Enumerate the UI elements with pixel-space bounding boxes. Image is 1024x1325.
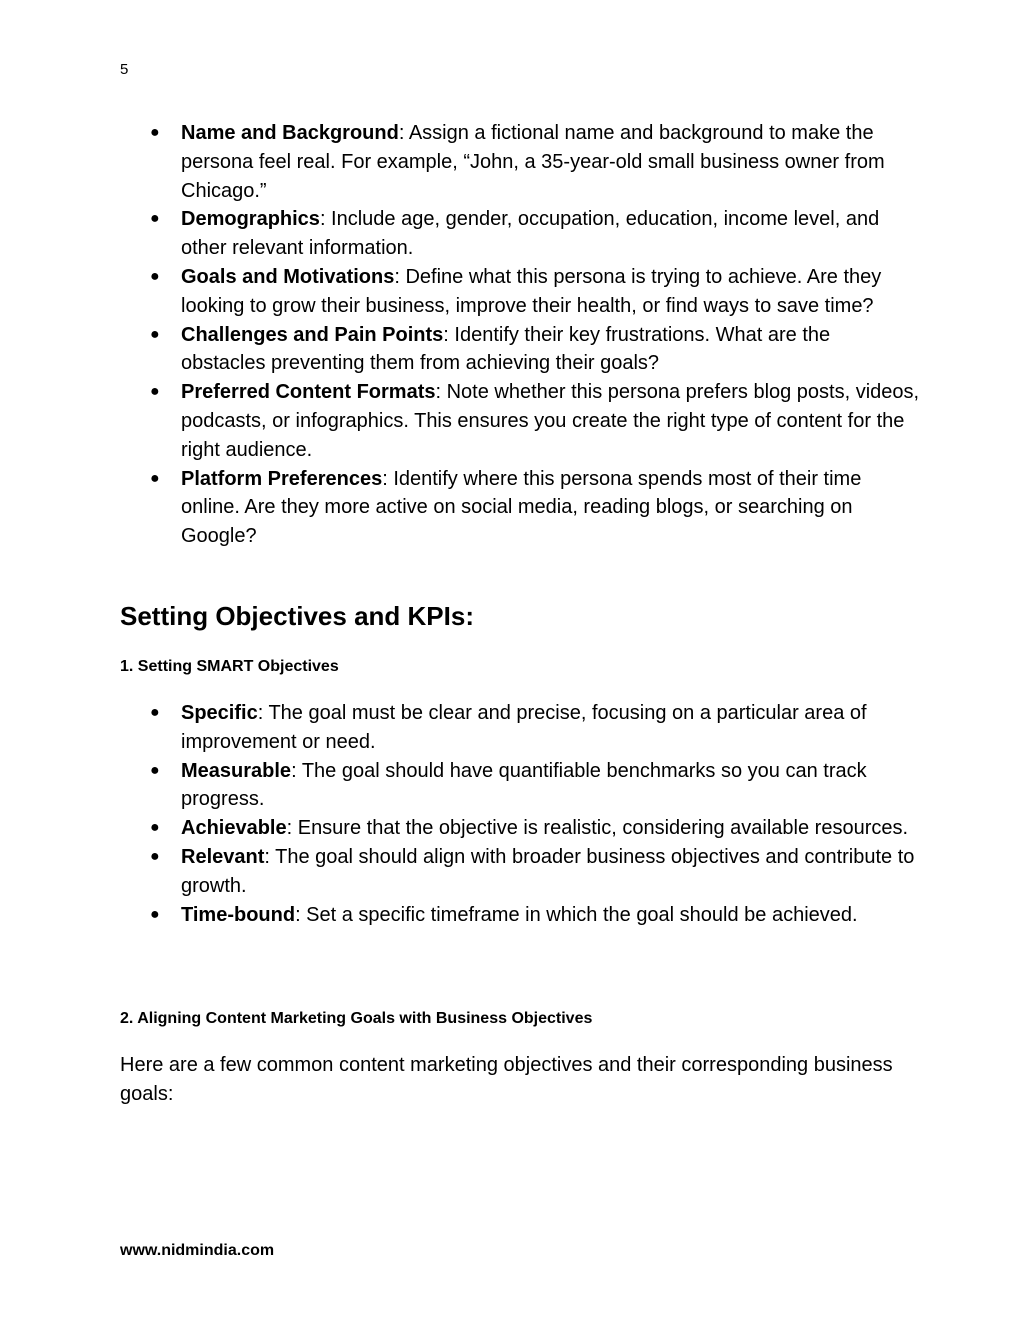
page-number: 5 xyxy=(120,61,129,78)
list-item-text: : Identify where this persona spends most of their time online. Are they more active on social media, reading blogs, or searching on Google? xyxy=(181,467,862,548)
list-item-term: Relevant xyxy=(181,845,265,868)
list-item xyxy=(120,263,920,321)
list-item xyxy=(120,757,920,815)
list-item xyxy=(120,205,920,263)
list-item-text: : Note whether this persona prefers blog posts, videos, podcasts, or infographics. This ensures you create the right type of content for the right audience. xyxy=(181,381,920,461)
list-item xyxy=(120,699,920,757)
footer-url: www.nidmindia.com xyxy=(120,1242,275,1259)
bullet-icon: ● xyxy=(150,124,160,141)
list-item-text: : The goal should align with broader business objectives and contribute to growth. xyxy=(181,845,915,897)
list-item-term: Platform Preferences xyxy=(181,467,383,490)
bullet-icon: ● xyxy=(150,383,160,401)
smart-criteria-list xyxy=(120,699,920,929)
persona-attributes-list xyxy=(120,119,920,551)
list-item-text: : Include age, gender, occupation, education, income level, and other relevant information. xyxy=(181,208,880,260)
bullet-icon: ● xyxy=(150,469,160,487)
list-item xyxy=(120,119,920,205)
list-item-term: Preferred Content Formats xyxy=(181,381,436,404)
list-item-term: Achievable xyxy=(181,817,287,840)
list-item-text: : Identify their key frustrations. What are the obstacles preventing them from achieving their goals? xyxy=(181,323,831,375)
list-item xyxy=(120,378,920,464)
list-item-term: Measurable xyxy=(181,759,292,782)
list-item xyxy=(120,814,920,843)
bullet-icon: ● xyxy=(150,905,160,923)
list-item-term: Goals and Motivations xyxy=(181,265,395,288)
bullet-icon: ● xyxy=(150,325,160,343)
list-item-term: Demographics xyxy=(181,208,320,231)
list-item-text: : The goal should have quantifiable benchmarks so you can track progress. xyxy=(181,759,867,811)
list-item-term: Specific xyxy=(181,702,258,724)
subheading-smart-objectives: 1. Setting SMART Objectives xyxy=(120,658,339,675)
list-item xyxy=(120,901,920,930)
list-item-text: : Define what this persona is trying to achieve. Are they looking to grow their business, improve their health, or find ways to save time? xyxy=(181,265,882,317)
bullet-icon: ● xyxy=(150,819,160,837)
bullet-icon: ● xyxy=(150,267,160,285)
list-item-term: Challenges and Pain Points xyxy=(181,323,444,346)
section-heading: Setting Objectives and KPIs: xyxy=(120,601,474,631)
bullet-icon: ● xyxy=(150,210,160,228)
intro-paragraph: Here are a few common content marketing objectives and their corresponding business goals: xyxy=(120,1054,893,1105)
bullet-icon: ● xyxy=(150,761,160,779)
list-item-text: : The goal must be clear and precise, focusing on a particular area of improvement or need. xyxy=(181,702,867,753)
list-item-term: Name and Background xyxy=(181,122,399,144)
bullet-icon: ● xyxy=(150,847,160,865)
bullet-icon: ● xyxy=(150,704,160,721)
list-item-text: : Ensure that the objective is realistic, considering available resources. xyxy=(286,817,909,840)
subheading-aligning-goals: 2. Aligning Content Marketing Goals with Business Objectives xyxy=(120,1010,593,1027)
list-item xyxy=(120,465,920,551)
list-item-text: : Set a specific timeframe in which the goal should be achieved. xyxy=(295,903,858,926)
list-item-term: Time-bound xyxy=(181,903,296,926)
list-item-text: : Assign a fictional name and background to make the persona feel real. For example, “John, a 35-year-old small business owner from Chicago.” xyxy=(181,122,885,202)
list-item xyxy=(120,843,920,901)
list-item xyxy=(120,321,920,379)
